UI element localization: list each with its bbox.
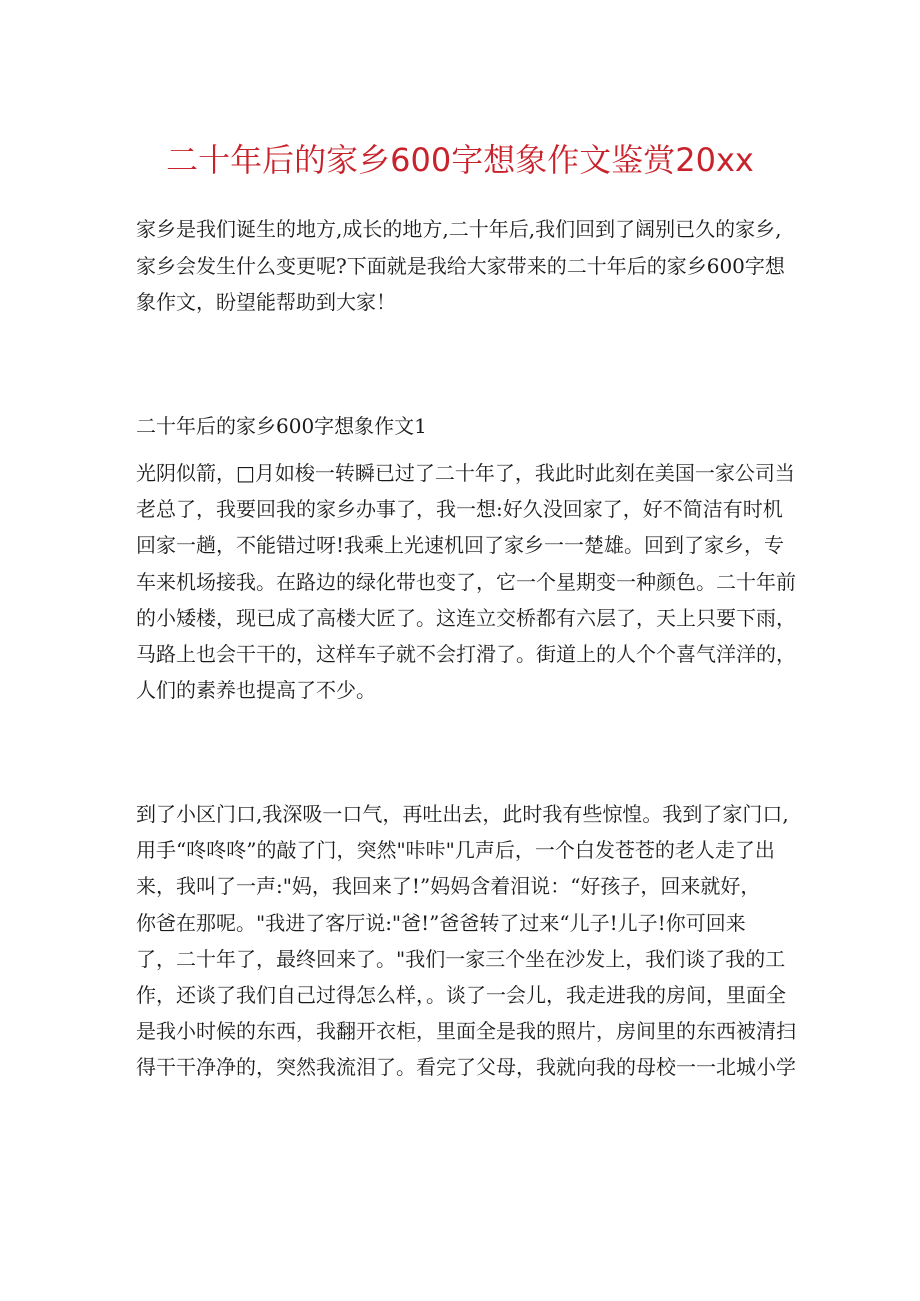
paragraph-1-line-4: 车来机场接我。在路边的绿化带也变了，它一个星期变一种颜色。二十年前 xyxy=(136,569,796,594)
paragraph-2-line-8: 得干干净净的，突然我流泪了。看完了父母，我就向我的母校一一北城小学 xyxy=(136,1055,796,1080)
paragraph-2 xyxy=(136,796,796,1086)
section-heading xyxy=(136,408,796,444)
paragraph-1-line-7: 人们的素养也提高了不少。 xyxy=(136,678,376,703)
paragraph-1-line-2: 老总了，我要回我的家乡办事了，我一想:好久没回家了，好不简洁有时机 xyxy=(136,497,783,522)
section-heading-text: 二十年后的家乡600字想象作文1 xyxy=(136,414,427,438)
page-title: 二十年后的家乡600字想象作文鉴赏20xx xyxy=(166,141,754,179)
paragraph-1-line-5: 的小矮楼，现已成了高楼大匠了。这连立交桥都有六层了，天上只要下雨， xyxy=(136,605,796,630)
paragraph-2-line-4: 你爸在那呢。"我进了客厅说:"爸!”爸爸转了过来“儿子!儿子!你可回来 xyxy=(136,910,746,935)
intro-line-1: 家乡是我们诞生的地方,成长的地方,二十年后,我们回到了阔别已久的家乡, xyxy=(136,217,782,241)
paragraph-1-line-1: 光阴似箭，□月如梭一转瞬已过了二十年了，我此时此刻在美国一家公司当 xyxy=(136,461,795,485)
paragraph-1-line-6: 马路上也会干干的，这样车子就不会打滑了。街道上的人个个喜气洋洋的， xyxy=(136,641,796,666)
paragraph-1-line-3: 回家一趟，不能错过呀!我乘上光速机回了家乡一一楚雄。回到了家乡，专 xyxy=(136,533,785,558)
intro-paragraph xyxy=(136,211,796,321)
paragraph-2-line-6: 作，还谈了我们自己过得怎么样，。谈了一会儿，我走进我的房间，里面全 xyxy=(136,982,786,1007)
paragraph-2-line-1: 到了小区门口,我深吸一口气，再吐出去，此时我有些惊惶。我到了家门口, xyxy=(136,802,789,826)
intro-line-2: 家乡会发生什么变更呢?下面就是我给大家带来的二十年后的家乡600字想 xyxy=(136,253,785,278)
intro-line-3: 象作文，盼望能帮助到大家！ xyxy=(136,290,396,314)
paragraph-2-line-3: 来，我叫了一声:"妈，我回来了!”妈妈含着泪说：“好孩子，回来就好， xyxy=(136,874,761,899)
paragraph-1 xyxy=(136,455,796,708)
paragraph-2-line-2: 用手“咚咚咚”的敲了门，突然"咔咔"几声后，一个白发苍苍的老人走了出 xyxy=(136,838,775,863)
paragraph-2-line-7: 是我小时候的东西，我翻开衣柜，里面全是我的照片，房间里的东西被清扫 xyxy=(136,1019,796,1044)
paragraph-2-line-5: 了，二十年了，最终回来了。"我们一家三个坐在沙发上，我们谈了我的工 xyxy=(136,946,786,971)
